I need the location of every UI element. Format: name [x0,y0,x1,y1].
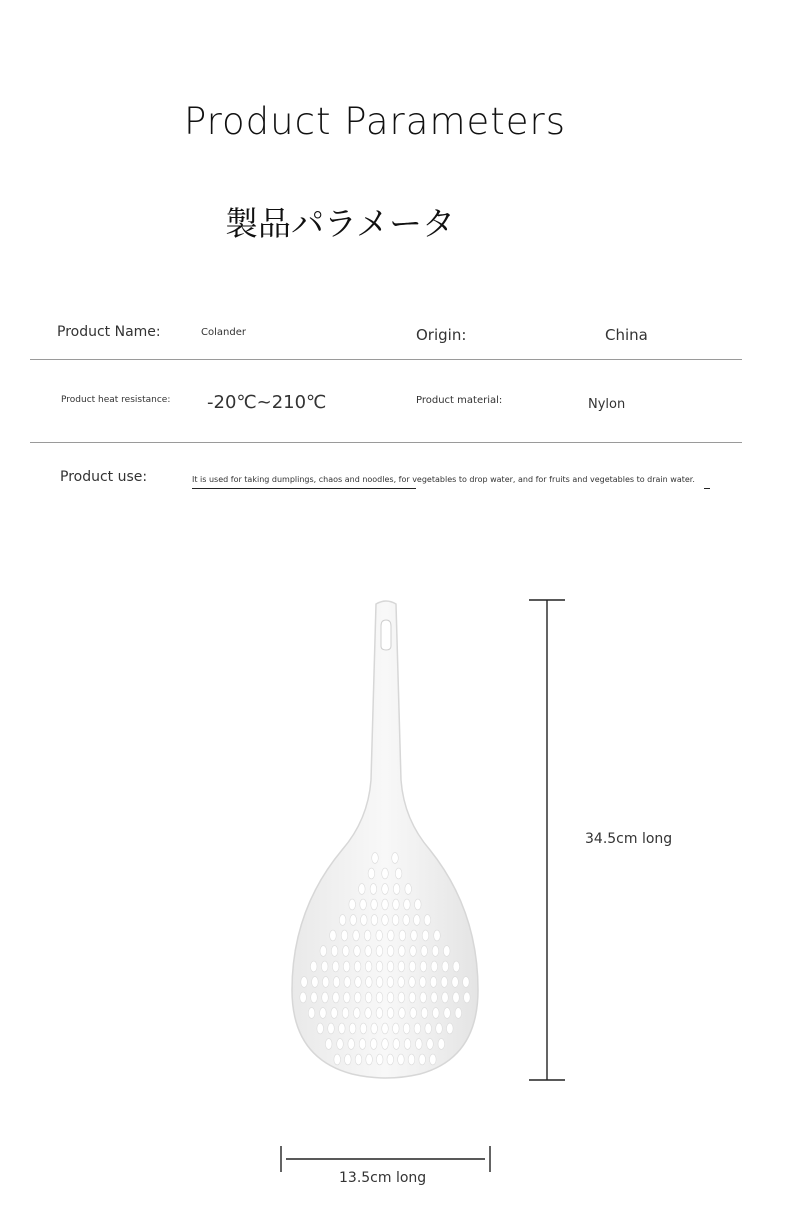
drain-hole [355,977,362,988]
drain-hole [321,961,328,972]
origin-label: Origin: [416,326,467,344]
drain-hole [354,946,361,957]
drain-hole [452,977,459,988]
drain-hole [301,977,308,988]
drain-hole [399,930,406,941]
drain-hole [376,1008,383,1019]
length-label: 34.5cm long [585,831,673,847]
drain-hole [463,977,470,988]
drain-hole [376,992,383,1003]
divider-1 [30,359,742,360]
drain-hole [387,1008,394,1019]
drain-hole [420,961,427,972]
drain-hole [311,992,318,1003]
drain-hole [409,961,416,972]
drain-hole [424,915,431,926]
drain-hole [416,1039,423,1050]
drain-hole [433,1008,440,1019]
drain-hole [353,930,360,941]
drain-hole [419,1054,426,1065]
drain-hole [399,946,406,957]
drain-hole [328,1023,335,1034]
drain-hole [312,977,319,988]
drain-hole [342,1008,349,1019]
drain-hole [404,899,411,910]
drain-hole [431,992,438,1003]
drain-hole [421,946,428,957]
product-use-underline [192,488,416,489]
drain-hole [343,946,350,957]
drain-hole [366,977,373,988]
drain-hole [331,946,338,957]
drain-hole [393,1023,400,1034]
product-use-value: It is used for taking dumplings, chaos and noodles, for vegetables to drop water, and for fruits and vegetables to drain water. [192,475,695,484]
drain-hole [350,915,357,926]
drain-hole [404,1039,411,1050]
drain-hole [453,961,460,972]
drain-hole [334,1054,341,1065]
drain-hole [392,915,399,926]
drain-hole [354,961,361,972]
drain-hole [354,992,361,1003]
drain-hole [405,884,412,895]
drain-hole [403,1023,410,1034]
drain-hole [355,1054,362,1065]
drain-hole [322,992,329,1003]
drain-hole [361,915,368,926]
drain-hole [370,1039,377,1050]
drain-hole [332,961,339,972]
drain-hole [443,946,450,957]
drain-hole [410,946,417,957]
drain-hole [333,992,340,1003]
drain-hole [376,977,383,988]
product-name-label: Product Name: [57,324,161,340]
drain-hole [430,977,437,988]
drain-hole [382,1023,389,1034]
drain-hole [382,915,389,926]
material-value: Nylon [588,397,626,412]
drain-hole [382,1039,389,1050]
drain-hole [392,853,399,864]
length-dimension-line [529,600,565,1080]
drain-hole [348,1039,355,1050]
width-label: 13.5cm long [339,1170,427,1186]
drain-hole [365,946,372,957]
drain-hole [430,1054,437,1065]
heat-resistance-label: Product heat resistance: [61,395,171,405]
page-title-en: Product Parameters [183,100,567,143]
drain-hole [331,1008,338,1019]
drain-hole [398,961,405,972]
drain-hole [382,899,389,910]
drain-hole [431,961,438,972]
product-use-underline-end [704,488,710,489]
drain-hole [368,868,375,879]
drain-hole [398,977,405,988]
drain-hole [365,992,372,1003]
drain-hole [455,1008,462,1019]
drain-hole [343,961,350,972]
drain-hole [393,1039,400,1050]
drain-hole [422,930,429,941]
drain-hole [427,1039,434,1050]
drain-hole [320,1008,327,1019]
drain-hole [360,1023,367,1034]
drain-hole [408,1054,415,1065]
drain-hole [409,992,416,1003]
drain-hole [371,899,378,910]
drain-hole [320,946,327,957]
drain-hole [370,884,377,895]
drain-hole [344,992,351,1003]
drain-hole [364,930,371,941]
drain-hole [372,853,379,864]
drain-hole [411,930,418,941]
drain-hole [420,992,427,1003]
origin-value: China [605,326,648,344]
drain-hole [442,961,449,972]
drain-hole [325,1039,332,1050]
drain-hole [441,977,448,988]
heat-resistance-value: -20℃~210℃ [207,392,327,413]
drain-hole [398,1054,405,1065]
drain-hole [322,977,329,988]
drain-hole [339,1023,346,1034]
divider-2 [30,442,742,443]
drain-hole [365,961,372,972]
drain-hole [447,1023,454,1034]
drain-hole [436,1023,443,1034]
drain-hole [376,961,383,972]
drain-hole [410,1008,417,1019]
drain-hole [308,1008,315,1019]
drain-hole [464,992,471,1003]
drain-hole [425,1023,432,1034]
drain-hole [387,977,394,988]
drain-hole [453,992,460,1003]
drain-hole [330,930,337,941]
drain-hole [387,961,394,972]
product-illustration [0,560,790,1230]
width-dimension-line [281,1146,490,1172]
drain-hole [354,1008,361,1019]
drain-hole [365,1008,372,1019]
drain-hole [359,884,366,895]
drain-hole [393,899,400,910]
drain-hole [376,1054,383,1065]
drain-hole [419,977,426,988]
drain-hole [395,868,402,879]
drain-hole [399,1008,406,1019]
drain-hole [360,899,367,910]
drain-hole [434,930,441,941]
colander-spoon [292,601,478,1078]
drain-hole [414,1023,421,1034]
drain-hole [345,1054,352,1065]
drain-hole [371,1023,378,1034]
drain-hole [371,915,378,926]
drain-hole [421,1008,428,1019]
drain-hole [403,915,410,926]
product-use-label: Product use: [60,469,148,485]
drain-hole [393,884,400,895]
drain-hole [415,899,422,910]
drain-hole [409,977,416,988]
drain-hole [382,868,389,879]
drain-hole [337,1039,344,1050]
drain-hole [376,946,383,957]
drain-hole [444,1008,451,1019]
drain-hole [349,899,356,910]
drain-hole [387,946,394,957]
drain-hole [317,1023,324,1034]
drain-hole [344,977,351,988]
drain-hole [387,1054,394,1065]
page-title-jp: 製品パラメータ [224,204,455,243]
drain-hole [341,930,348,941]
product-name-value: Colander [201,327,246,338]
drain-hole [349,1023,356,1034]
drain-hole [414,915,421,926]
drain-hole [333,977,340,988]
drain-hole [387,992,394,1003]
drain-hole [310,961,317,972]
drain-hole [398,992,405,1003]
drain-hole [388,930,395,941]
drain-hole [376,930,383,941]
material-label: Product material: [416,395,503,406]
drain-hole [432,946,439,957]
drain-hole [359,1039,366,1050]
drain-hole [339,915,346,926]
drain-hole [438,1039,445,1050]
drain-hole [300,992,307,1003]
drain-hole [382,884,389,895]
drain-hole [366,1054,373,1065]
drain-hole [442,992,449,1003]
